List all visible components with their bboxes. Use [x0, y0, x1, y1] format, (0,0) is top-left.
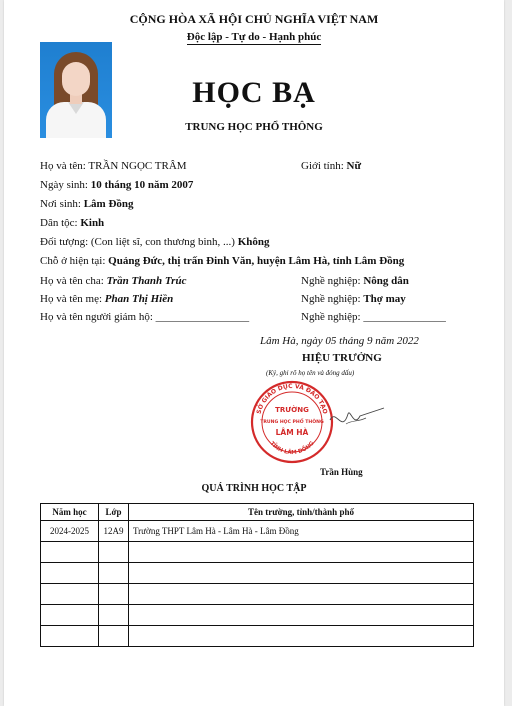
table-cell — [129, 542, 474, 563]
student-category: Không — [237, 236, 270, 248]
mother-row: Họ và tên mẹ: Phan Thị Hiền — [40, 293, 174, 305]
signature-date: Lâm Hà, ngày 05 tháng 9 năm 2022 — [260, 335, 419, 347]
mother-job-row: Nghề nghiệp: Thợ may — [301, 293, 406, 305]
svg-text:TỈNH LÂM ĐỒNG — [268, 440, 315, 456]
seal-line-2: TRUNG HỌC PHỔ THÔNG — [260, 420, 324, 425]
table-cell — [99, 563, 129, 584]
address-row: Chỗ ở hiện tại: Quảng Đức, thị trấn Đinh Văn, huyện Lâm Hà, tỉnh Lâm Đồng — [40, 255, 405, 267]
student-birthplace: Lâm Đồng — [83, 198, 134, 210]
student-ethnicity: Kinh — [80, 217, 105, 229]
column-header: Lớp — [99, 504, 129, 521]
table-cell — [99, 626, 129, 647]
document-page — [4, 0, 504, 706]
table-row — [41, 584, 474, 605]
guardian-job-row: Nghề nghiệp: _______________ — [301, 311, 446, 323]
table-row — [41, 521, 474, 542]
seal-top-text: SỞ GIÁO DỤC VÀ ĐÀO TẠO — [255, 382, 329, 415]
mother-name: Phan Thị Hiền — [104, 293, 174, 305]
dob-row: Ngày sinh: 10 tháng 10 năm 2007 — [40, 179, 194, 191]
category-row: Đối tượng: (Con liệt sĩ, con thương binh, ...) Không — [40, 236, 270, 248]
signer-name: Trần Hùng — [320, 467, 363, 477]
father-row: Họ và tên cha: Trần Thanh Trúc — [40, 275, 187, 287]
document-title: HỌC BẠ — [192, 76, 316, 109]
table-cell — [41, 542, 99, 563]
ethnicity-row: Dân tộc: Kinh — [40, 217, 105, 229]
table-row — [41, 626, 474, 647]
table-cell — [129, 626, 474, 647]
student-dob: 10 tháng 10 năm 2007 — [90, 179, 194, 191]
table-row — [41, 605, 474, 626]
table-cell — [41, 626, 99, 647]
national-motto: Độc lập - Tự do - Hạnh phúc — [186, 31, 322, 43]
school-seal-stamp — [250, 378, 390, 468]
seal-line-1: TRƯỜNG — [275, 406, 309, 414]
table-row — [41, 542, 474, 563]
guardian-row: Họ và tên người giám hộ: _________________ — [40, 311, 250, 323]
table-cell: Trường THPT Lâm Hà - Lâm Hà - Lâm Đồng — [129, 521, 474, 542]
table-cell: 12A9 — [99, 521, 129, 542]
principal-title: HIỆU TRƯỞNG — [302, 352, 382, 364]
signature-note: (Ký, ghi rõ họ tên và đóng dấu) — [266, 369, 355, 377]
seal-bottom-text: TỈNH LÂM ĐỒNG — [268, 440, 316, 457]
table-cell — [99, 584, 129, 605]
column-header: Năm học — [41, 504, 99, 521]
table-row — [41, 563, 474, 584]
student-name: TRẦN NGỌC TRÂM — [88, 160, 187, 172]
father-job: Nông dân — [363, 275, 409, 287]
birthplace-row: Nơi sinh: Lâm Đồng — [40, 198, 134, 210]
study-history-table — [40, 503, 474, 647]
handwritten-signature — [330, 408, 384, 422]
father-name: Trần Thanh Trúc — [106, 275, 187, 287]
table-header-row — [41, 504, 474, 521]
table-cell: 2024-2025 — [41, 521, 99, 542]
student-gender: Nữ — [346, 160, 362, 172]
table-cell — [129, 584, 474, 605]
column-header: Tên trường, tỉnh/thành phố — [129, 504, 474, 521]
history-title: QUÁ TRÌNH HỌC TẬP — [201, 483, 307, 494]
table-cell — [41, 563, 99, 584]
table-cell — [99, 542, 129, 563]
seal-line-3: LÂM HÀ — [275, 428, 309, 437]
table-cell — [41, 584, 99, 605]
student-address: Quảng Đức, thị trấn Đinh Văn, huyện Lâm Hà, tỉnh Lâm Đồng — [108, 255, 405, 267]
table-cell — [99, 605, 129, 626]
name-row: Họ và tên: TRẦN NGỌC TRÂM — [40, 160, 187, 172]
document-subtitle: TRUNG HỌC PHỔ THÔNG — [185, 121, 323, 133]
guardian-job: _______________ — [363, 311, 446, 323]
guardian-name: _________________ — [155, 311, 250, 323]
gender-row: Giới tính: Nữ — [301, 160, 362, 172]
national-header: CỘNG HÒA XÃ HỘI CHỦ NGHĨA VIỆT NAM — [129, 12, 379, 26]
father-job-row: Nghề nghiệp: Nông dân — [301, 275, 409, 287]
mother-job: Thợ may — [363, 293, 406, 305]
table-cell — [129, 605, 474, 626]
table-cell — [129, 563, 474, 584]
table-cell — [41, 605, 99, 626]
